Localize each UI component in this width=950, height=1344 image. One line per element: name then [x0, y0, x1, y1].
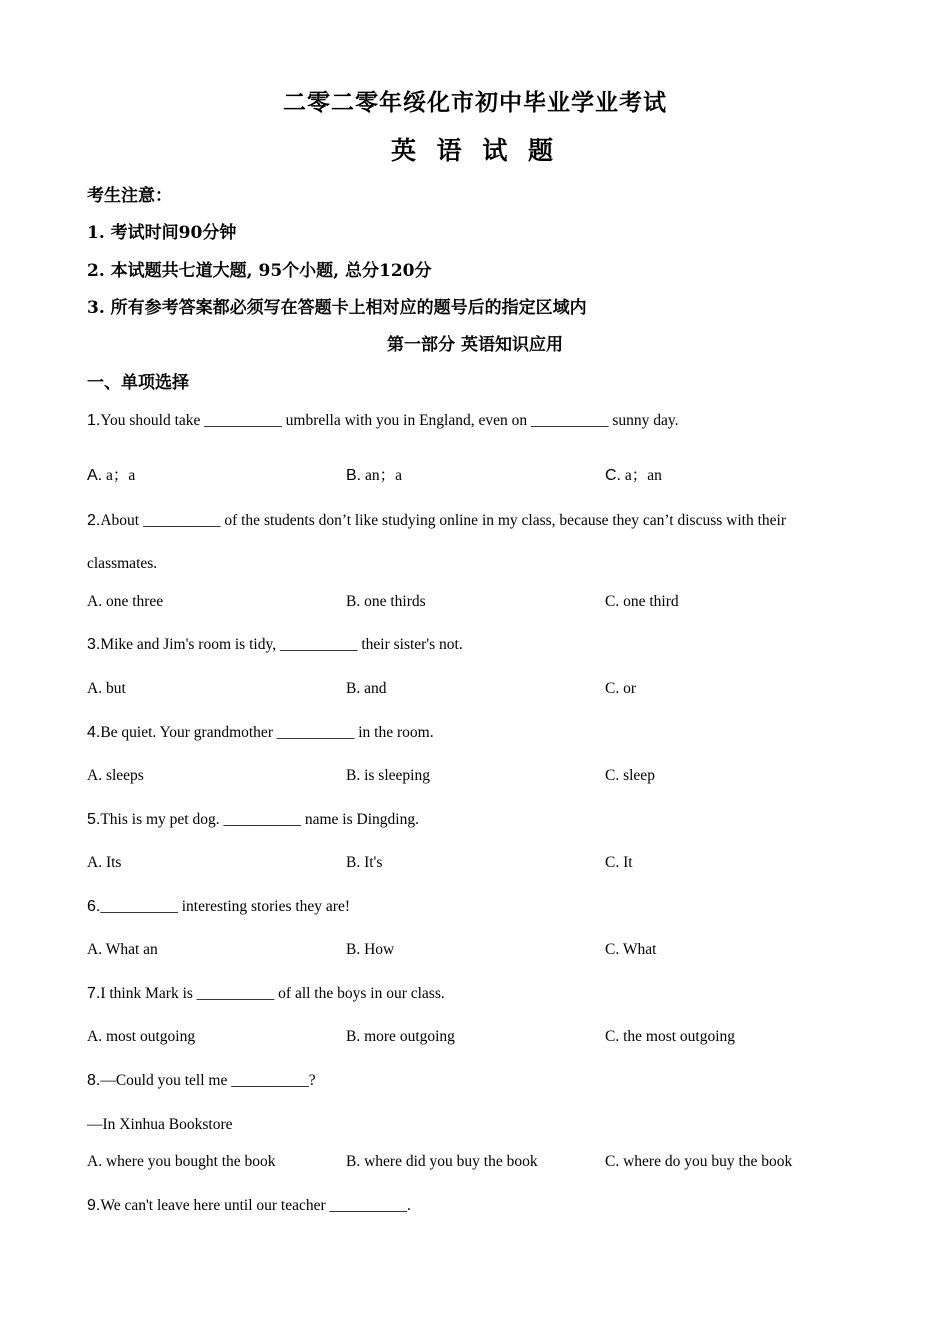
question-9 — [87, 1197, 411, 1215]
option-text: one thirds — [364, 593, 426, 610]
question-number: 9. — [87, 1197, 101, 1214]
option-letter: C. — [605, 1028, 620, 1045]
option-letter: A. — [87, 941, 103, 958]
q7-option-b — [346, 1028, 455, 1046]
q2-option-a — [87, 593, 163, 611]
option-letter: C. — [605, 1153, 620, 1170]
option-letter: C. — [605, 680, 620, 697]
question-8 — [87, 1072, 316, 1090]
q8-option-c — [605, 1153, 792, 1171]
question-8-answer-line: —In Xinhua Bookstore — [87, 1116, 233, 1133]
q3-option-a — [87, 680, 126, 698]
option-text: one three — [105, 593, 164, 610]
option-letter: C. — [605, 854, 620, 871]
option-text: How — [364, 941, 395, 958]
q4-option-a — [87, 767, 144, 785]
question-5 — [87, 811, 419, 829]
exam-title: 二零二零年绥化市初中毕业学业考试 — [283, 89, 667, 116]
option-text: an；a — [365, 467, 403, 484]
option-letter: B. — [346, 854, 361, 871]
question-text: Be quiet. Your grandmother __________ in the room. — [100, 724, 434, 741]
question-2 — [87, 512, 786, 530]
q4-option-c — [605, 767, 655, 785]
option-text: where did you buy the book — [364, 1153, 538, 1170]
q5-option-b — [346, 854, 382, 872]
q6-option-a — [87, 941, 158, 959]
option-text: a；a — [106, 467, 136, 484]
notice-item-1: 1. 考试时间90分钟 — [87, 223, 237, 243]
question-6 — [87, 898, 350, 916]
q1-option-a — [87, 463, 135, 485]
option-letter: C. — [605, 941, 620, 958]
q6-option-c — [605, 941, 656, 959]
question-text: Mike and Jim's room is tidy, __________ their sister's not. — [100, 636, 463, 653]
q5-option-a — [87, 854, 121, 872]
option-letter: B. — [346, 1153, 361, 1170]
option-text: sleeps — [105, 767, 144, 784]
section-title: 一、单项选择 — [87, 373, 189, 393]
option-letter: A. — [87, 1153, 103, 1170]
q3-option-c — [605, 680, 636, 698]
question-3 — [87, 636, 463, 654]
question-text: This is my pet dog. __________ name is Dingding. — [100, 811, 419, 828]
option-letter: B. — [346, 1028, 361, 1045]
option-letter: B. — [346, 767, 361, 784]
question-1 — [87, 412, 679, 430]
option-text: What an — [105, 941, 158, 958]
option-text: is sleeping — [364, 767, 430, 784]
option-letter: A. — [87, 593, 103, 610]
option-letter: C. — [605, 593, 620, 610]
notice-item-3: 3. 所有参考答案都必须写在答题卡上相对应的题号后的指定区域内 — [87, 298, 587, 318]
question-7 — [87, 985, 445, 1003]
q7-option-a — [87, 1028, 195, 1046]
option-letter: A. — [87, 767, 103, 784]
notice-item-2: 2. 本试题共七道大题, 95个小题, 总分120分 — [87, 261, 432, 281]
option-letter: A. — [87, 467, 103, 484]
q1-option-b — [346, 463, 402, 485]
question-number: 2. — [87, 512, 101, 529]
exam-subtitle: 英 语 试 题 — [390, 136, 560, 165]
option-text: but — [105, 680, 126, 697]
q8-option-a — [87, 1153, 276, 1171]
option-letter: B. — [346, 680, 361, 697]
q8-option-b — [346, 1153, 538, 1171]
q3-option-b — [346, 680, 386, 698]
q1-option-c — [605, 463, 662, 485]
q2-option-b — [346, 593, 426, 611]
option-letter: A. — [87, 1028, 103, 1045]
option-text: where do you buy the book — [623, 1153, 793, 1170]
question-number: 1. — [87, 412, 101, 429]
option-text: sleep — [623, 767, 655, 784]
option-text: What — [622, 941, 657, 958]
option-letter: B. — [346, 467, 362, 484]
part-title: 第一部分 英语知识应用 — [387, 335, 563, 355]
q7-option-c — [605, 1028, 735, 1046]
question-text: We can't leave here until our teacher __________. — [100, 1197, 411, 1214]
question-number: 7. — [87, 985, 101, 1002]
option-text: It — [623, 854, 633, 871]
option-text: a；an — [624, 467, 662, 484]
question-number: 6. — [87, 898, 101, 915]
option-text: It's — [364, 854, 383, 871]
option-letter: B. — [346, 593, 361, 610]
option-text: or — [623, 680, 637, 697]
question-number: 3. — [87, 636, 101, 653]
option-letter: C. — [605, 467, 621, 484]
option-letter: A. — [87, 680, 103, 697]
question-number: 4. — [87, 724, 101, 741]
question-text: __________ interesting stories they are! — [100, 898, 351, 915]
question-text: You should take __________ umbrella with you in England, even on __________ sunny day. — [100, 412, 679, 429]
q4-option-b — [346, 767, 430, 785]
q5-option-c — [605, 854, 633, 872]
q6-option-b — [346, 941, 394, 959]
option-text: where you bought the book — [105, 1153, 276, 1170]
option-text: most outgoing — [105, 1028, 196, 1045]
question-text: About __________ of the students don’t like studying online in my class, because they can’t discuss with their — [100, 512, 786, 529]
question-number: 5. — [87, 811, 101, 828]
option-text: more outgoing — [364, 1028, 455, 1045]
option-text: the most outgoing — [623, 1028, 736, 1045]
option-letter: B. — [346, 941, 361, 958]
option-text: and — [364, 680, 387, 697]
option-text: one third — [623, 593, 679, 610]
option-letter: A. — [87, 854, 103, 871]
question-number: 8. — [87, 1072, 101, 1089]
question-2-continued: classmates. — [87, 555, 158, 572]
question-4 — [87, 724, 434, 742]
option-letter: C. — [605, 767, 620, 784]
question-text: —Could you tell me __________? — [100, 1072, 316, 1089]
question-text: I think Mark is __________ of all the boys in our class. — [100, 985, 445, 1002]
q2-option-c — [605, 593, 679, 611]
notice-heading: 考生注意： — [87, 186, 172, 206]
option-text: Its — [105, 854, 122, 871]
